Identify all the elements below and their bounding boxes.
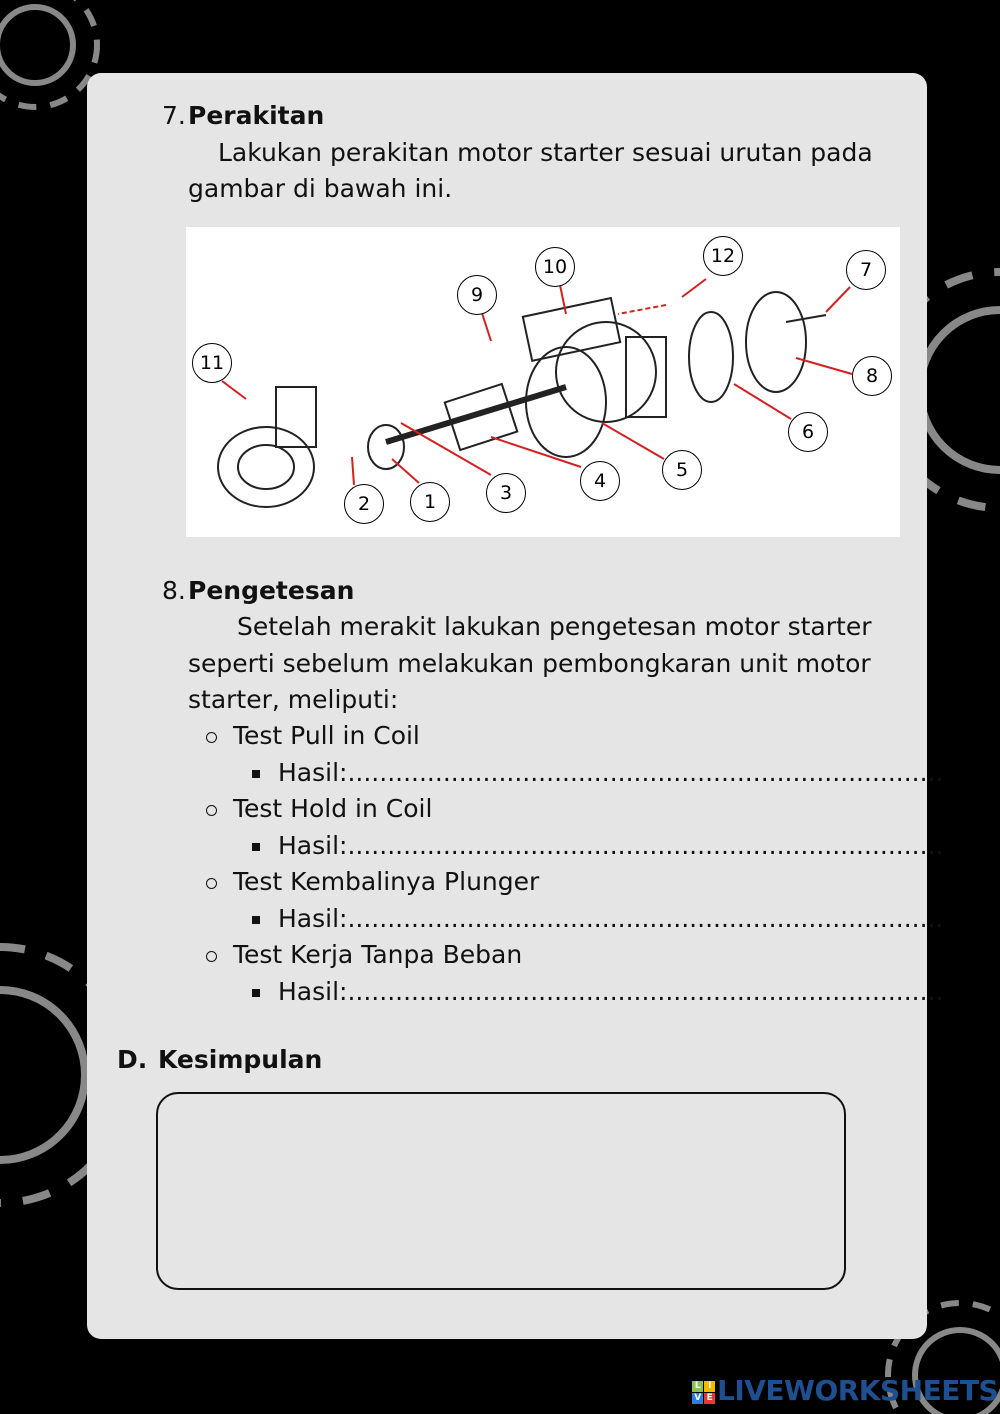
conclusion-textbox[interactable] — [156, 1092, 846, 1290]
section-8-title: Pengetesan — [188, 576, 355, 605]
section-8-text: Setelah merakit lakukan pengetesan motor starter — [237, 612, 872, 641]
test-item: Test Kembalinya Plunger — [206, 864, 539, 900]
diagram-label-6: 6 — [788, 412, 828, 452]
test-result-field[interactable]: Hasil:........................................................................... — [252, 901, 943, 937]
diagram-label-9: 9 — [457, 275, 497, 315]
section-8-text: starter, meliputi: — [188, 685, 399, 714]
diagram-label-7: 7 — [846, 250, 886, 290]
test-result-field[interactable]: Hasil:........................................................................... — [252, 974, 943, 1010]
section-d-title: Kesimpulan — [158, 1045, 323, 1074]
diagram-label-1: 1 — [410, 482, 450, 522]
test-result-field[interactable]: Hasil:........................................................................... — [252, 828, 943, 864]
diagram-label-2: 2 — [344, 484, 384, 524]
diagram-label-8: 8 — [852, 356, 892, 396]
diagram-label-4: 4 — [580, 461, 620, 501]
diagram-label-5: 5 — [662, 450, 702, 490]
section-7-text: gambar di bawah ini. — [188, 174, 453, 203]
test-result-field[interactable]: Hasil:........................................................................... — [252, 755, 943, 791]
test-item: Test Kerja Tanpa Beban — [206, 937, 522, 973]
diagram-label-10: 10 — [535, 247, 575, 287]
liveworksheets-logo: L I V E LIVEWORKSHEETS — [692, 1374, 998, 1407]
logo-icon: L I V E — [692, 1381, 715, 1404]
test-item: Test Pull in Coil — [206, 718, 420, 754]
section-7-title: Perakitan — [188, 101, 325, 130]
section-d-letter: D. — [117, 1045, 148, 1074]
diagram-label-12: 12 — [703, 236, 743, 276]
section-7-number: 7. — [162, 101, 186, 130]
starter-motor-exploded-diagram — [186, 227, 900, 537]
diagram-label-3: 3 — [486, 473, 526, 513]
section-8-number: 8. — [162, 576, 186, 605]
section-7-text: Lakukan perakitan motor starter sesuai urutan pada — [218, 138, 873, 167]
section-8-text: seperti sebelum melakukan pembongkaran unit motor — [188, 649, 871, 678]
diagram-label-11: 11 — [192, 343, 232, 383]
test-item: Test Hold in Coil — [206, 791, 432, 827]
